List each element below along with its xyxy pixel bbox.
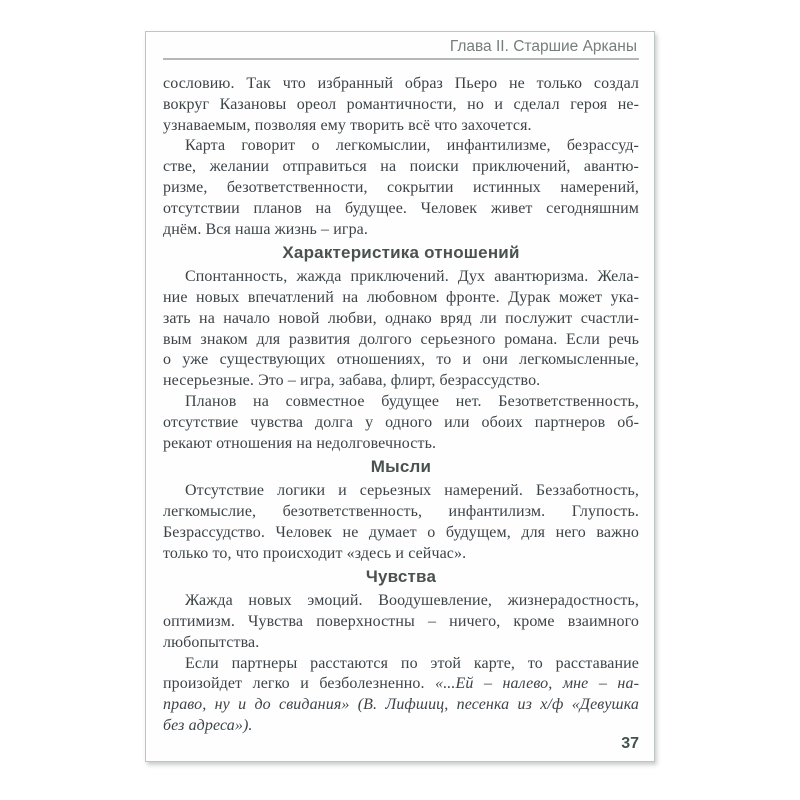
text-line: Спонтанность, жажда приключений. Дух авантюризма. Жела- — [185, 268, 639, 286]
text-line: только то, что происходит «здесь и сейчас». — [163, 544, 467, 562]
section-heading: Чувства — [365, 567, 437, 587]
text-line: легкомыслие, безответственность, инфантилизм. Глупость. — [163, 502, 639, 520]
text-line: произойдет легко и безболезненно. «...Ей – налево, мне – на- — [163, 675, 639, 693]
paragraph — [163, 654, 639, 737]
text-line: отсутствии планов на будущее. Человек живет сегодняшним — [163, 199, 639, 217]
paragraph — [163, 136, 639, 240]
section-heading: Мысли — [370, 457, 432, 477]
page-number: 37 — [621, 735, 639, 752]
header-rule — [163, 58, 639, 60]
text-line: Жажда новых эмоций. Воодушевление, жизнерадостность, — [185, 592, 639, 610]
text-line: о уже существующих отношениях, то и они легкомысленные, — [163, 351, 639, 369]
paragraph — [163, 74, 639, 136]
paragraph — [163, 392, 639, 454]
text-line: Отсутствие логики и серьезных намерений. Беззаботность, — [185, 482, 639, 500]
text-line: стве, желании отправиться на поиски приключений, авантю- — [163, 158, 639, 176]
text-line: Карта говорит о легкомыслии, инфантилизме, безрассуд- — [185, 137, 639, 155]
text-line: ризме, безответственности, сокрытии истинных намерений, — [163, 178, 639, 196]
text-line: право, ну и до свидания» (В. Лифшиц, песенка из х/ф «Девушка — [163, 696, 639, 714]
text-line: зать на начало новой любви, однако вряд ли послужит счастли- — [163, 309, 639, 327]
running-header: Глава II. Старшие Арканы — [449, 38, 637, 55]
text-line: рекают отношения на недолговечность. — [163, 434, 437, 452]
text-line: несерьезные. Это – игра, забава, флирт, безрассудство. — [163, 372, 541, 390]
text-line: сословию. Так что избранный образ Пьеро не только создал — [163, 75, 639, 92]
text-line: ние новых впечатлений на любовном фронте. Дурак может ука- — [163, 288, 639, 306]
text-line: Если партнеры расстаются по этой карте, то расставание — [185, 654, 639, 672]
page-inner — [146, 32, 654, 737]
paragraph — [163, 591, 639, 653]
text-line: узнаваемым, позволяя ему творить всё что захочется. — [163, 116, 532, 134]
text-line: днём. Вся наша жизнь – игра. — [163, 220, 368, 238]
page-frame — [145, 31, 655, 762]
paragraph — [163, 481, 639, 564]
text-line: Безрассудство. Человек не думает о будущем, для него важно — [163, 523, 639, 541]
text-line: Планов на совместное будущее нет. Безответственность, — [185, 392, 639, 410]
body-text — [163, 74, 639, 737]
text-line: отсутствие чувства долга у одного или обоих партнеров об- — [163, 413, 639, 431]
section-heading: Характеристика отношений — [282, 243, 520, 263]
paragraph — [163, 267, 639, 392]
text-line: вокруг Казановы ореол романтичности, но и сделал героя не- — [163, 95, 639, 113]
text-line: без адреса»). — [163, 716, 253, 734]
text-line: вым знаком для развития долгого серьезного романа. Если речь — [163, 330, 639, 348]
text-line: оптимизм. Чувства поверхностны – ничего, кроме взаимного — [163, 612, 639, 630]
text-line: любопытства. — [163, 633, 260, 651]
